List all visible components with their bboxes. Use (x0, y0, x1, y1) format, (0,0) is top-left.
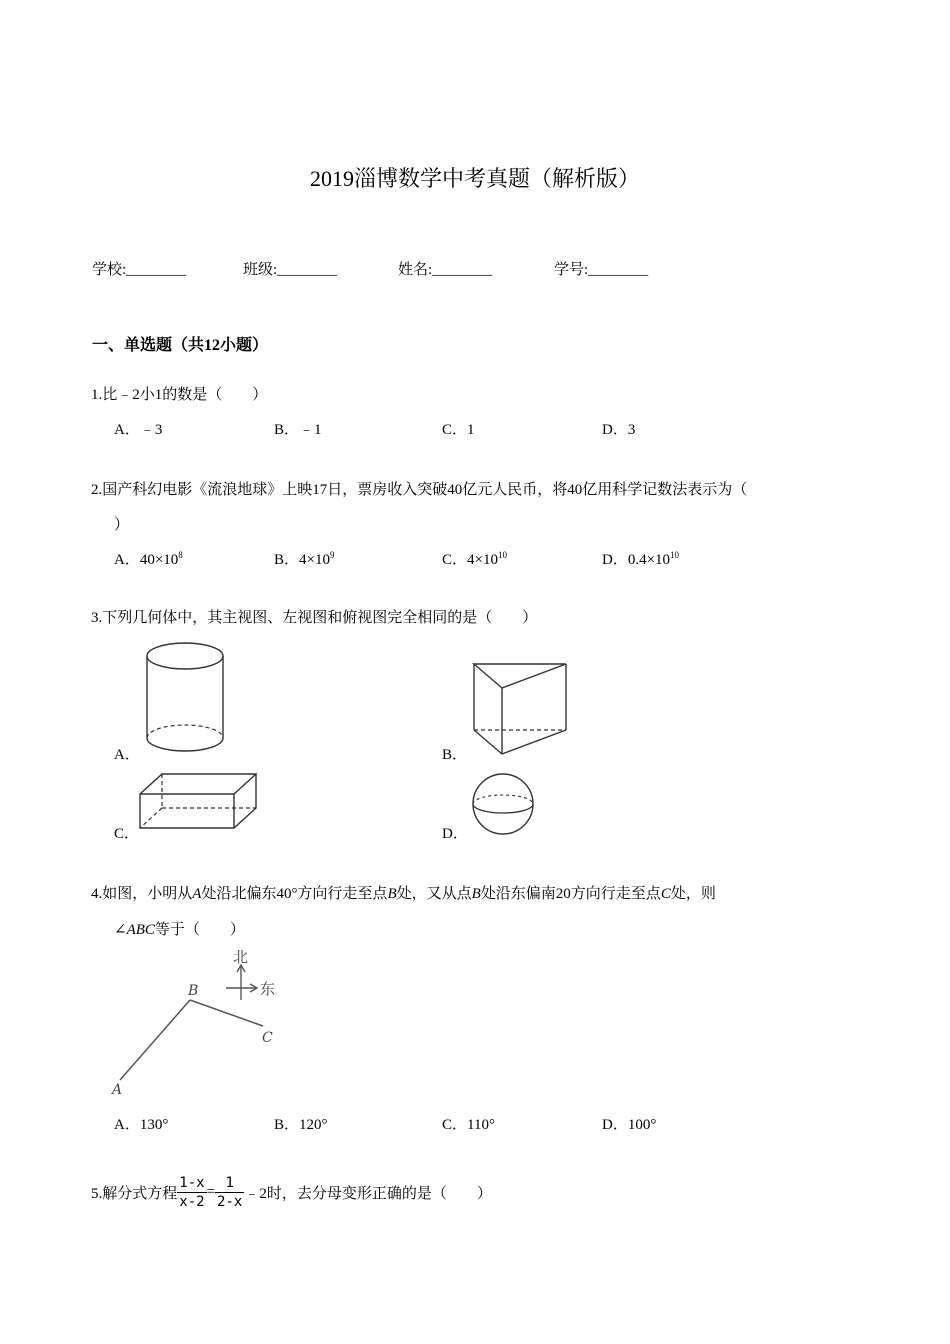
q4-option-a: A．130° (114, 1117, 169, 1133)
fraction-1: $\frac{1-x}{x-2}$ (179, 1175, 205, 1210)
page-title: 2019淄博数学中考真题（解析版） (309, 166, 640, 191)
question-4-stem-cont: ∠ABC等于（ ） (114, 922, 245, 938)
q1-option-a: A．﹣3 (114, 422, 163, 438)
fraction-2: $\frac{1}{2-x}$ (217, 1175, 243, 1210)
q3-option-b: B． (442, 747, 468, 763)
section-heading: 一、单选题（共12小题） (92, 337, 269, 354)
q3-option-c: C． (114, 826, 140, 842)
q4-option-b: B．120° (274, 1117, 328, 1133)
q1-option-b: B．﹣1 (274, 422, 322, 438)
question-5-stem: 5.解分式方程 $\frac{1-x}{x-2}$ = $\frac{1}{2-x}$ ﹣2时，去分母变形正确的是（ ） (91, 1175, 492, 1210)
cylinder-figure (140, 640, 230, 755)
question-2-stem-cont: ） (114, 517, 130, 533)
question-1-stem: 1.比﹣2小1的数是（ ） (91, 387, 268, 403)
sphere-figure (470, 772, 536, 836)
point-b-label: B (188, 983, 199, 999)
point-c-label: C (262, 1030, 273, 1046)
q2-option-a: A．$40\times 10^8$ (114, 550, 183, 568)
q3-option-a: A． (114, 747, 140, 763)
north-label: 北 (233, 948, 249, 966)
name-field: 姓名:________ (398, 262, 493, 278)
class-field: 班级:________ (243, 262, 338, 278)
question-4-stem: 4.如图，小明从A处沿北偏东40°方向行走至点B处，又从点B处沿东偏南20方向行走至点C处，则 (91, 886, 716, 902)
direction-figure (108, 948, 288, 1098)
q1-option-d: D．3 (602, 422, 636, 438)
point-a-label: A (112, 1082, 123, 1098)
student-id-field: 学号:________ (554, 262, 649, 278)
question-3-stem: 3.下列几何体中，其主视图、左视图和俯视图完全相同的是（ ） (91, 610, 538, 626)
question-2-stem: 2.国产科幻电影《流浪地球》上映17日，票房收入突破40亿元人民币，将40亿用科学记数法表示为（ (91, 482, 748, 498)
q1-option-c: C．1 (442, 422, 475, 438)
q4-option-d: D．100° (602, 1117, 657, 1133)
q2-option-b: B．$4\times 10^9$ (274, 550, 335, 568)
east-label: 东 (260, 980, 276, 998)
q2-option-c: C．$4\times 10^{10}$ (442, 550, 507, 568)
q3-option-d: D． (442, 826, 468, 842)
q4-option-c: C．110° (442, 1117, 495, 1133)
triangular-prism-figure (470, 660, 570, 758)
school-field: 学校:________ (92, 262, 187, 278)
q2-option-d: D．$0.4\times 10^{10}$ (602, 550, 680, 568)
cuboid-figure (138, 770, 262, 832)
